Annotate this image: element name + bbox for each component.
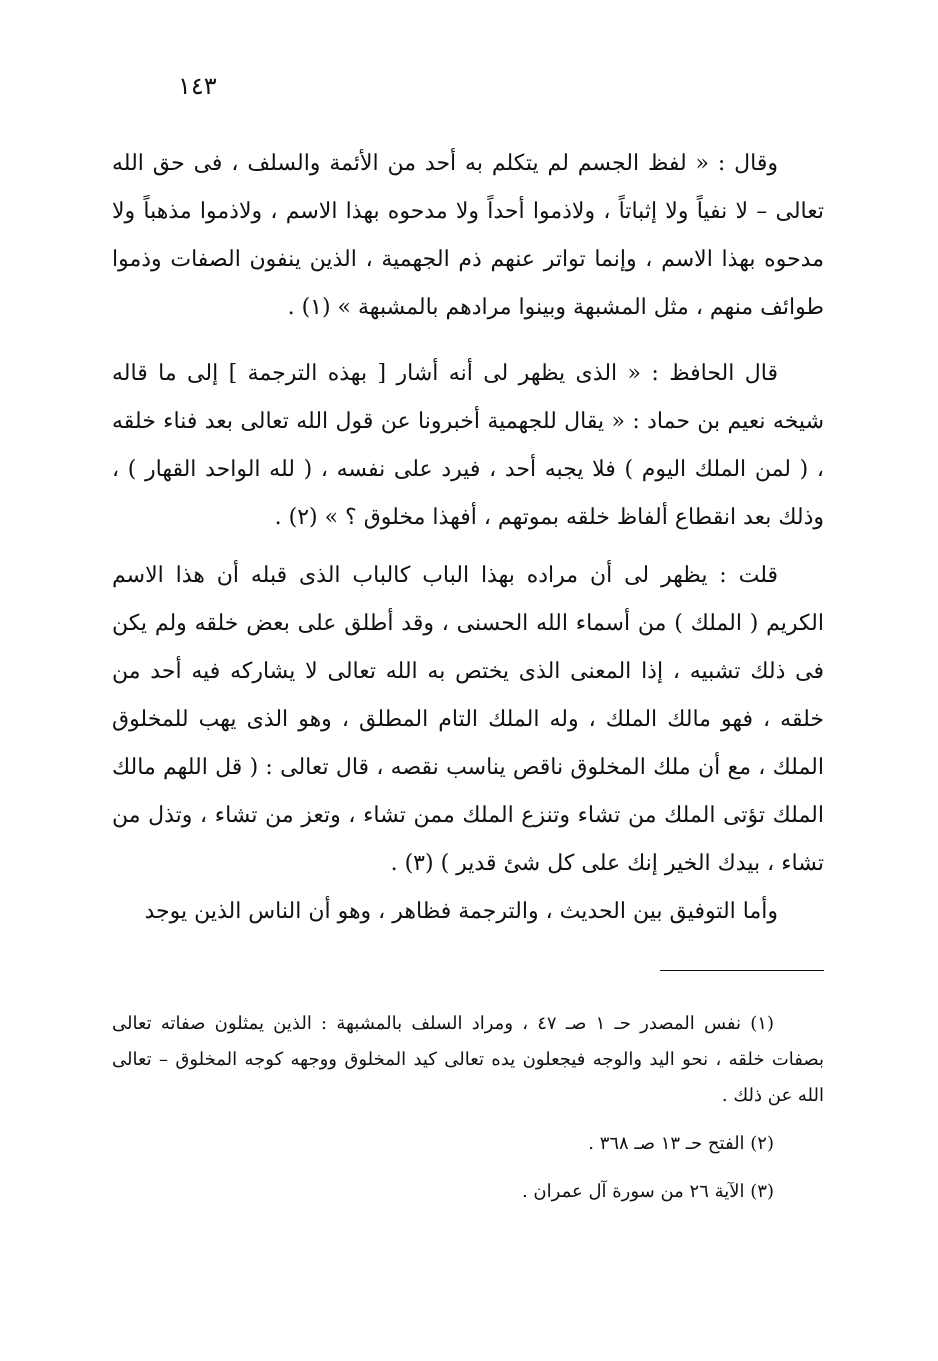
paragraph-text: قال الحافظ : « الذى يظهر لى أنه أشار [ بهذه الترجمة ] إلى ما قاله شيخه نعيم بن حماد : « يقال للجهمية أخبرونا عن قول الله تعالى بعد فناء خلقه ، ( لمن الملك اليوم ) فلا يجبه أحد ، فيرد على نفسه ، ( لله الواحد القهار ) ، وذلك بعد انقطاع ألفاظ خلقه بموتهم ، أفهذا مخلوق ؟ » (٢) .: [112, 361, 824, 530]
footnotes: [112, 1006, 824, 1222]
footnote-3: (٣) الآية ٢٦ من سورة آل عمران .: [521, 1181, 774, 1202]
paragraph-2: [112, 350, 824, 542]
paragraph-3: [112, 552, 824, 888]
paragraph-text: قلت : يظهر لى أن مراده بهذا الباب كالباب الذى قبله أن هذا الاسم الكريم ( الملك ) من أسماء الله الحسنى ، وقد أطلق على بعض خلقه ولم يكن فى ذلك تشبيه ، إذا المعنى الذى يختص به الله تعالى لا يشاركه فيه أحد من خلقه ، فهو مالك الملك ، وله الملك التام المطلق ، وهو الذى يهب للمخلوق الملك ، مع أن ملك المخلوق ناقص يناسب نقصه ، قال تعالى : ( قل اللهم مالك الملك تؤتى الملك من تشاء وتنزع الملك ممن تشاء ، وتعز من تشاء ، وتذل من تشاء ، بيدك الخير إنك على كل شئ قدير ) (٣) .: [112, 563, 824, 876]
paragraph-text: وأما التوفيق بين الحديث ، والترجمة فظاهر ، وهو أن الناس الذين يوجد: [144, 899, 778, 924]
paragraph-text: وقال : « لفظ الجسم لم يتكلم به أحد من الأئمة والسلف ، فى حق الله تعالى – لا نفياً ولا إثباتاً ، ولاذموا أحداً ولا مدحوه بهذا الاسم ، ولاذموا مذهباً ولا مدحوه بهذا الاسم ، وإنما تواتر عنهم ذم الجهمية ، الذين ينفون الصفات وذموا طوائف منهم ، مثل المشبهة وبينوا مرادهم بالمشبهة » (١) .: [112, 151, 824, 320]
paragraph-4: [112, 888, 824, 936]
paragraph-1: [112, 140, 824, 332]
page-number: ١٤٣: [178, 72, 217, 100]
footnote-2: (٢) الفتح حـ ١٣ صـ ٣٦٨ .: [588, 1133, 774, 1154]
footnote-1: (١) نفس المصدر حـ ١ صـ ٤٧ ، ومراد السلف بالمشبهة : الذين يمثلون صفاته تعالى بصفات خلقه ، نحو اليد والوجه فيجعلون يده تعالى كيد المخلوق ووجهه كوجه المخلوق – تعالى الله عن ذلك .: [112, 1013, 824, 1106]
footnote-divider: [660, 970, 824, 971]
